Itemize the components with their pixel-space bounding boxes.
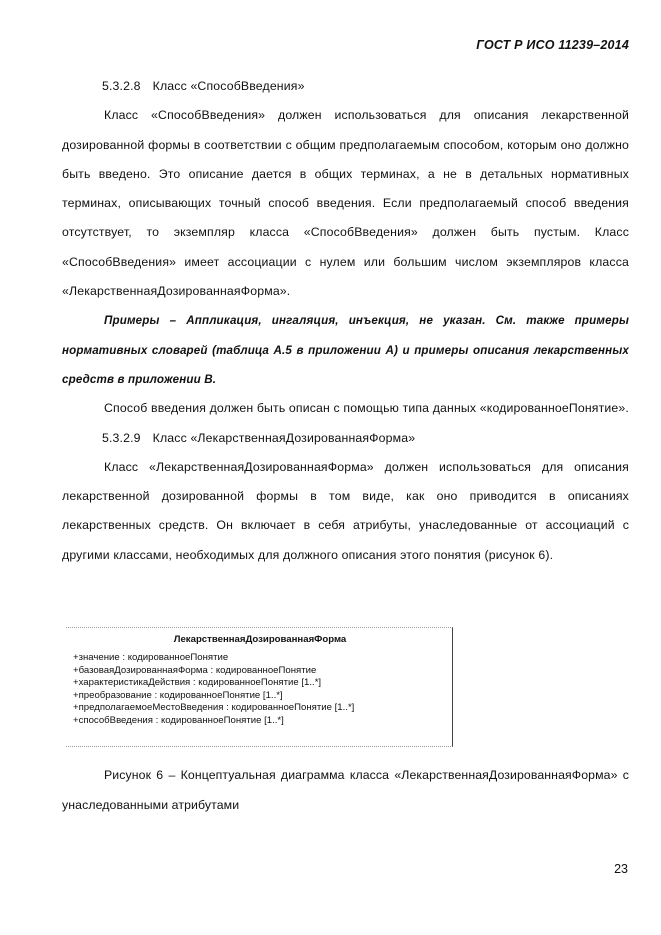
document-header: ГОСТ Р ИСО 11239–2014 (476, 38, 629, 52)
class-attribute: +базоваяДозированнаяФорма : кодированноеПонятие (73, 664, 317, 676)
class-attribute: +значение : кодированноеПонятие (73, 652, 229, 663)
uml-class-diagram (66, 627, 454, 747)
examples-note: Примеры – Аппликация, ингаляция, инъекция, не указан. См. также примеры нормативных словарей (таблица А.5 в приложении А) и примеры описания лекарственных средств в приложении В. (62, 314, 629, 386)
page-number: 23 (614, 862, 628, 876)
section-title: Класс «ЛекарственнаяДозированнаяФорма» (152, 430, 416, 445)
section-heading-5-3-2-8 (62, 72, 629, 101)
class-attribute: +способВведения : кодированноеПонятие [1..*] (73, 714, 284, 726)
paragraph: Класс «ЛекарственнаяДозированнаяФорма» должен использоваться для описания лекарственной дозированной формы в том виде, как оно приводится в описаниях лекарственных средств. Он включает в себя атрибуты, унаследованные от ассоциаций с другими классами, необходимых для должного описания этого понятия (рисунок 6). (62, 459, 629, 562)
attribute-list (73, 652, 354, 728)
document-body (62, 72, 629, 570)
section-heading-5-3-2-9 (62, 424, 629, 453)
class-attribute: +преобразование : кодированноеПонятие [1..*] (73, 689, 283, 701)
section-number: 5.3.2.8 (102, 79, 141, 93)
figure-caption: Рисунок 6 – Концептуальная диаграмма класса «ЛекарственнаяДозированнаяФорма» с унаследованными атрибутами (62, 768, 629, 812)
section-title: Класс «СпособВведения» (152, 79, 305, 93)
section-number: 5.3.2.9 (102, 430, 141, 445)
class-name: ЛекарственнаяДозированнаяФорма (173, 634, 347, 645)
class-attribute: +предполагаемоеМестоВведения : кодированноеПонятие [1..*] (73, 702, 355, 714)
class-attribute: +характеристикаДействия : кодированноеПонятие [1..*] (73, 677, 322, 689)
paragraph: Способ введения должен быть описан с помощью типа данных «кодированноеПонятие». (104, 401, 629, 416)
paragraph: Класс «СпособВведения» должен использоваться для описания лекарственной дозированной формы в соответствии с общим предполагаемым способом, которым оно должно быть введено. Это описание дается в общих терминах, а не в детальных нормативных терминах, описывающих точный способ введения. Если предполагаемый способ введения отсутствует, то экземпляр класса «СпособВведения» должен быть пустым. Класс «СпособВведения» имеет ассоциации с нулем или большим числом экземпляров класса «ЛекарственнаяДозированнаяФорма». (62, 108, 629, 299)
